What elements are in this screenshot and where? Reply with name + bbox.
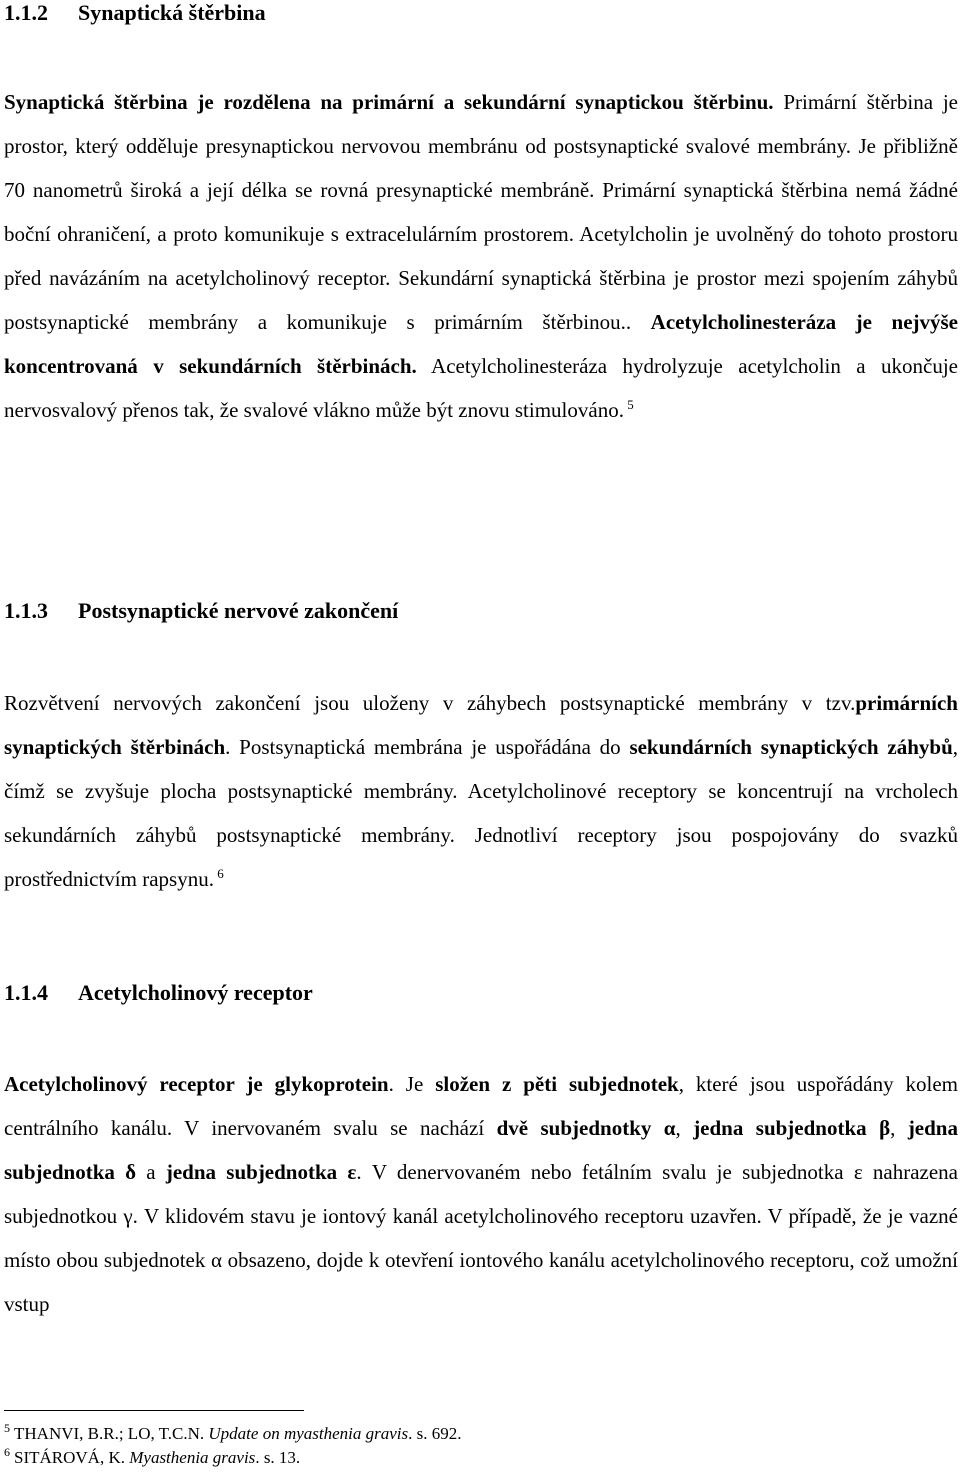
text-run: Acetylcholinesteráza hydrolyzuje acetylcholin a ukončuje nervosvalový přenos tak, že svalové vlákno může být znovu stimulováno. — [4, 354, 958, 422]
footnote-pages: . s. 692. — [408, 1424, 462, 1443]
footnote-title: Update on myasthenia gravis — [208, 1424, 409, 1443]
footnote-reference: 6 — [213, 866, 224, 881]
section-paragraph-1-1-2 — [4, 80, 958, 432]
text-run: . Postsynaptická membrána je uspořádána do — [225, 735, 630, 759]
text-run: , — [890, 1116, 908, 1140]
bold-text-run: dvě subjednotky α — [496, 1116, 676, 1140]
bold-text-run: jedna subjednotka δ — [4, 1116, 958, 1184]
text-run: . Je — [388, 1072, 436, 1096]
section-heading-1-1-3 — [4, 598, 398, 624]
section-title: Synaptická štěrbina — [78, 0, 266, 25]
footnote-number: 5 — [4, 1421, 10, 1436]
footnote-pages: . s. 13. — [255, 1448, 301, 1467]
footnote-reference: 5 — [623, 397, 634, 412]
footnote-6 — [4, 1445, 301, 1468]
text-run: , — [675, 1116, 694, 1140]
text-run: Primární štěrbina je prostor, který odděluje presynaptickou nervovou membránu od postsynaptické svalové membrány. Je přibližně 70 nanometrů široká a její délka se rovná presynaptické membráně. Primární synaptická štěrbina nemá žádné boční ohraničení, a proto komunikuje s extracelulárním prostorem. Acetylcholin je uvolněný do tohoto prostoru před navázáním na acetylcholinový receptor. Sekundární synaptická štěrbina je prostor mezi spojením záhybů postsynaptické membrány a komunikuje s primárním štěrbinou.. — [4, 90, 958, 334]
bold-text-run: složen z pěti subjednotek — [435, 1072, 679, 1096]
text-run: , které jsou uspořádány kolem centrálního kanálu. V inervovaném svalu se nachází — [4, 1072, 958, 1140]
footnote-separator — [4, 1410, 304, 1411]
bold-text-run: sekundárních synaptických záhybů — [629, 735, 953, 759]
bold-text-run: Acetylcholinový receptor je glykoprotein — [4, 1072, 389, 1096]
bold-text-run: Acetylcholinesteráza je nejvýše koncentrovaná v sekundárních štěrbinách. — [4, 310, 959, 378]
section-paragraph-1-1-4 — [4, 1062, 958, 1326]
bold-text-run: jedna subjednotka β — [693, 1116, 891, 1140]
bold-text-run: jedna subjednotka ε — [165, 1160, 357, 1184]
bold-text-run: Synaptická štěrbina je rozdělena na primární a sekundární synaptickou štěrbinu. — [4, 90, 774, 114]
footnote-author: THANVI, B.R.; LO, T.C.N. — [14, 1424, 209, 1443]
footnote-5 — [4, 1421, 462, 1444]
section-number: 1.1.4 — [4, 980, 48, 1005]
section-number: 1.1.2 — [4, 0, 48, 25]
text-run: a — [136, 1160, 166, 1184]
section-title: Postsynaptické nervové zakončení — [78, 598, 399, 623]
text-run: . V denervovaném nebo fetálním svalu je subjednotka ε nahrazena subjednotkou γ. V klidovém stavu je iontový kanál acetylcholinového receptoru uzavřen. V případě, že je vazné místo obou subjednotek α obsazeno, dojde k otevření iontového kanálu acetylcholinového receptoru, což umožní vstup — [4, 1160, 958, 1316]
section-number: 1.1.3 — [4, 598, 48, 623]
footnote-author: SITÁROVÁ, K. — [14, 1448, 130, 1467]
section-paragraph-1-1-3 — [4, 681, 958, 901]
text-run: Rozvětvení nervových zakončení jsou uloženy v záhybech postsynaptické membrány v tzv. — [4, 691, 856, 715]
section-heading-1-1-2 — [4, 0, 266, 26]
section-heading-1-1-4 — [4, 980, 313, 1006]
footnote-number: 6 — [4, 1445, 10, 1460]
bold-text-run: primárních synaptických štěrbinách — [4, 691, 958, 759]
text-run: , čímž se zvyšuje plocha postsynaptické membrány. Acetylcholinové receptory se koncentrují na vrcholech sekundárních záhybů postsynaptické membrány. Jednotliví receptory jsou pospojovány do svazků prostřednictvím rapsynu. — [4, 735, 958, 891]
footnote-title: Myasthenia gravis — [129, 1448, 256, 1467]
section-title: Acetylcholinový receptor — [78, 980, 313, 1005]
